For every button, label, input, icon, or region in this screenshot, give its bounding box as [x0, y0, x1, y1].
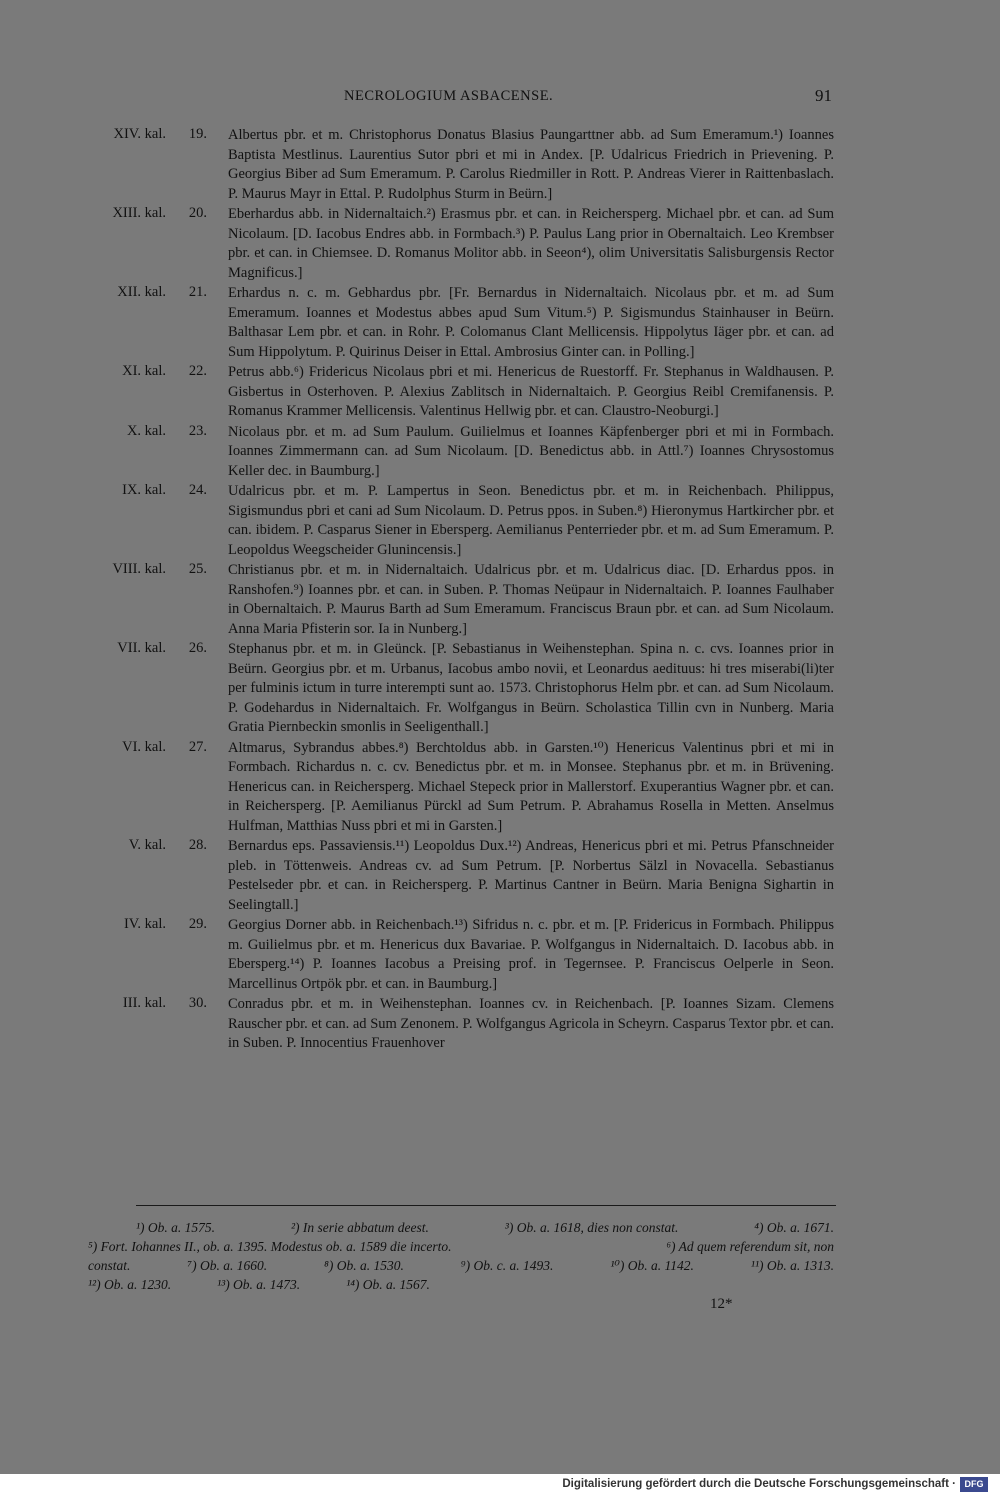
- entry-text: Erhardus n. c. m. Gebhardus pbr. [Fr. Bernardus in Nidernaltaich. Nicolaus pbr. et m. ad Sum Emeramum. Ioannes et Modestus abbes apud Sum Vitum.⁵) P. Sigismundus Stainhauser in Beürn. Balthasar Lem pbr. et can. in Rohr. P. Colomanus Clant Mellicensis. Hippolytus Iäger pbr. et can. ad Sum Hippolytum. P. Quirinus Deiser in Ettal. Ambrosius Ginter can. in Polling.]: [228, 285, 834, 360]
- entry-text: Nicolaus pbr. et m. ad Sum Paulum. Guilielmus et Ioannes Käpfenberger pbri et mi in Formbach. Ioannes Zimmermann can. ad Sum Nicolaum. [D. Benedictus abb. in Attl.⁷) Ioannes Chrysostomus Keller dec. in Baumburg.]: [228, 423, 834, 479]
- footnote: ¹²) Ob. a. 1230.: [88, 1277, 172, 1292]
- footnote: ⁴) Ob. a. 1671.: [754, 1220, 834, 1235]
- footnote: ¹³) Ob. a. 1473.: [217, 1277, 301, 1292]
- dfg-logo-icon: DFG: [960, 1477, 988, 1492]
- entry-day-number: 30.: [188, 995, 207, 1011]
- entry-text: Albertus pbr. et m. Christophorus Donatus Blasius Paungarttner abb. ad Sum Emeramum.¹) Ioannes Baptista Mestlinus. Laurentius Sutor pbri et mi in Andex. [P. Udalricus Friedrich in Prievening. P. Georgius Biber ad Sum Emeramum. P. Carolus Riedmiller in Rott. P. Andreas Vierer in Raittenbaslach. P. Maurus Mayr in Ettal. P. Rudolphus Sturm in Beürn.]: [228, 127, 834, 202]
- footnote: ¹¹) Ob. a. 1313.: [750, 1258, 834, 1273]
- entry-iii-kal: [0, 994, 1000, 1054]
- footnote: ⁷) Ob. a. 1660.: [187, 1258, 268, 1273]
- footnote: ¹⁴) Ob. a. 1567.: [346, 1277, 430, 1292]
- entry-ix-kal: [0, 481, 1000, 560]
- entry-text: Christianus pbr. et m. in Nidernaltaich. Udalricus pbr. et m. Udalricus diac. [D. Erhardus ppos. in Ranshofen.⁹) Ioannes pbr. et can. in Suben. P. Thomas Neüpaur in Nidernaltaich. P. Ioannes Faulhaber in Obernaltaich. P. Maurus Barth ad Sum Emeramum. Franciscus Braun pbr. et can. ad Sum Nicolaum. Anna Maria Pfisterin sor. Ia in Nunberg.]: [228, 562, 834, 637]
- footnote: ²) In serie abbatum deest.: [290, 1220, 429, 1235]
- entry-text: Udalricus pbr. et m. P. Lampertus in Seon. Benedictus pbr. et m. in Reichenbach. Philippus, Sigismundus pbri et cani ad Sum Nicolaum. D. Petrus ppos. in Suben.⁸) Hieronymus Hartkircher pbr. et can. ibidem. P. Casparus Siener in Ebersperg. Aemilianus Penterrieder pbr. et m. ad Sum Emeramum. P. Leopoldus Weegscheider Glunincensis.]: [228, 483, 834, 558]
- entry-v-kal: [0, 836, 1000, 915]
- entry-day-number: 21.: [188, 284, 207, 300]
- entry-calendar-date: XI. kal.: [122, 363, 166, 379]
- entry-day-number: 25.: [188, 561, 207, 577]
- entry-text: Stephanus pbr. et m. in Gleünck. [P. Sebastianus in Weihenstephan. Spina n. c. cvs. Ioannes prior in Beürn. Georgius pbr. et m. Urbanus, Iacobus ambo novii, et Leonardus aedituus: hi tres miserabi(li)ter per fulminis ictum in turre interempti sunt ao. 1573. Christophorus Helm pbr. et can. ad Sum Nicolaum. P. Godehardus in Nidernaltaich. Fr. Wolfgangus in Beürn. Scholastica Tillin cvn in Nunberg. Maria Gratia Piernbeckin smonlis in Seeligenthall.]: [228, 641, 834, 735]
- entry-day-number: 24.: [188, 482, 207, 498]
- entry-day-number: 22.: [188, 363, 207, 379]
- entry-calendar-date: V. kal.: [128, 837, 166, 853]
- footnote: ¹) Ob. a. 1575.: [136, 1220, 216, 1235]
- digitization-credit-bar: [0, 1474, 1000, 1496]
- entry-day-number: 29.: [188, 916, 207, 932]
- printer-signature-mark: 12*: [710, 1296, 733, 1312]
- entry-day-number: 27.: [188, 738, 207, 755]
- entry-calendar-date: IV. kal.: [123, 916, 166, 932]
- footnote: ⁹) Ob. c. a. 1493.: [460, 1258, 554, 1273]
- entry-calendar-date: X. kal.: [126, 422, 166, 439]
- page-header: [0, 88, 1000, 114]
- entry-xi-kal: [0, 362, 1000, 422]
- footnote-divider: [136, 1205, 836, 1206]
- entry-calendar-date: VI. kal.: [122, 738, 166, 755]
- footnote: ³) Ob. a. 1618, dies non constat.: [504, 1220, 679, 1235]
- entry-iv-kal: [0, 915, 1000, 994]
- entry-text: Petrus abb.⁶) Fridericus Nicolaus pbri et mi. Henericus de Ruestorff. Fr. Stephanus in Waldhausen. P. Gisbertus in Osterhoven. P. Alexius Zablitsch in Nidernaltaich. P. Georgius Reibl Cremifanensis. P. Romanus Krammer Mellicensis. Valentinus Hellwig pbr. et can. Claustro-Neoburgi.]: [228, 364, 834, 419]
- entry-calendar-date: XII. kal.: [117, 284, 166, 300]
- entry-vii-kal: [0, 639, 1000, 738]
- entry-x-kal: [0, 422, 1000, 482]
- entry-text: Eberhardus abb. in Nidernaltaich.²) Erasmus pbr. et can. in Reichersperg. Michael pbr. et can. ad Sum Nicolaum. [D. Iacobus Endres abb. in Formbach.³) P. Paulus Lang prior in Obernaltaich. Leo Krembser pbr. et can. in Chiemsee. D. Romanus Molitor abb. in Seeon⁴), olim Universitatis Salisburgensis Rector Magnificus.]: [228, 206, 834, 281]
- entry-calendar-date: IX. kal.: [122, 482, 166, 498]
- running-title: NECROLOGIUM ASBACENSE.: [344, 88, 554, 104]
- entry-day-number: 28.: [188, 837, 207, 853]
- entry-vi-kal: [0, 738, 1000, 837]
- necrology-entries: [0, 125, 1000, 1054]
- entry-calendar-date: XIII. kal.: [112, 205, 166, 221]
- footnote: ⁶) Ad quem referendum sit, non: [666, 1239, 834, 1254]
- entry-day-number: 19.: [188, 126, 207, 142]
- entry-calendar-date: XIV. kal.: [113, 126, 166, 142]
- entry-day-number: 23.: [188, 422, 207, 439]
- entry-calendar-date: III. kal.: [122, 995, 166, 1011]
- credit-text: Digitalisierung gefördert durch die Deutsche Forschungsgemeinschaft ·: [562, 1478, 956, 1490]
- entry-day-number: 26.: [188, 640, 207, 656]
- entry-xiv-kal: [0, 125, 1000, 204]
- footnote: ¹⁰) Ob. a. 1142.: [610, 1258, 694, 1273]
- entry-text: Bernardus eps. Passaviensis.¹¹) Leopoldus Dux.¹²) Andreas, Henericus pbri et mi. Petrus Pfanschneider pleb. in Töttenweis. Andreas cv. ad Sum Petrum. [P. Norbertus Sälzl in Novacella. Sebastianus Pestelseder pbr. et can. in Reichersperg. P. Martinus Cantner in Beürn. Maria Benigna Sighartin in Seelingtall.]: [228, 838, 834, 913]
- entry-text: Altmarus, Sybrandus abbes.⁸) Berchtoldus abb. in Garsten.¹⁰) Henericus Valentinus pbri et mi in Formbach. Richardus n. c. cv. Benedictus pbr. et m. in Monsee. Stephanus pbr. et m. in Brüvening. Henericus can. in Reichersperg. Michael Stepeck prior in Mallerstorf. Exuperantius Wagner pbr. et can. in Reichersperg. [P. Aemilianus Pürckl ad Sum Petrum. P. Abrahamus Rosella in Metten. Anselmus Hulfman, Matthias Nuss pbri et mi in Garsten.]: [228, 739, 834, 834]
- footnote-line: [88, 1256, 834, 1275]
- footnote-line: [88, 1237, 834, 1256]
- footnotes: [88, 1218, 834, 1294]
- footnote-line: [88, 1275, 834, 1294]
- footnote: ⁸) Ob. a. 1530.: [324, 1258, 404, 1273]
- footnote-line: [88, 1218, 834, 1237]
- entry-calendar-date: VIII. kal.: [112, 561, 166, 577]
- entry-text: Georgius Dorner abb. in Reichenbach.¹³) Sifridus n. c. pbr. et m. [P. Fridericus in Formbach. Philippus m. Guilielmus pbr. et m. Henericus dux Bavariae. P. Wolfgangus in Nidernaltaich. D. Iacobus abb. in Ebersperg.¹⁴) P. Ioannes Iacobus a Preising prof. in Tegernsee. P. Franciscus Oelperle in Seon. Marcellinus Ortpök pbr. et can. in Baumburg.]: [228, 917, 834, 992]
- entry-text: Conradus pbr. et m. in Weihenstephan. Ioannes cv. in Reichenbach. [P. Ioannes Sizam. Clemens Rauscher pbr. et can. ad Sum Zenonem. P. Wolfgangus Agricola in Scheyrn. Casparus Textor pbr. et can. in Suben. P. Innocentius Frauenhover: [228, 996, 834, 1051]
- entry-day-number: 20.: [188, 205, 207, 221]
- footnote: ⁵) Fort. Iohannes II., ob. a. 1395. Modestus ob. a. 1589 die incerto.: [88, 1239, 452, 1254]
- entry-viii-kal: [0, 560, 1000, 639]
- entry-xiii-kal: [0, 204, 1000, 283]
- page-number: 91: [815, 86, 832, 105]
- entry-calendar-date: VII. kal.: [117, 640, 166, 656]
- entry-xii-kal: [0, 283, 1000, 362]
- footnote: constat.: [88, 1258, 131, 1273]
